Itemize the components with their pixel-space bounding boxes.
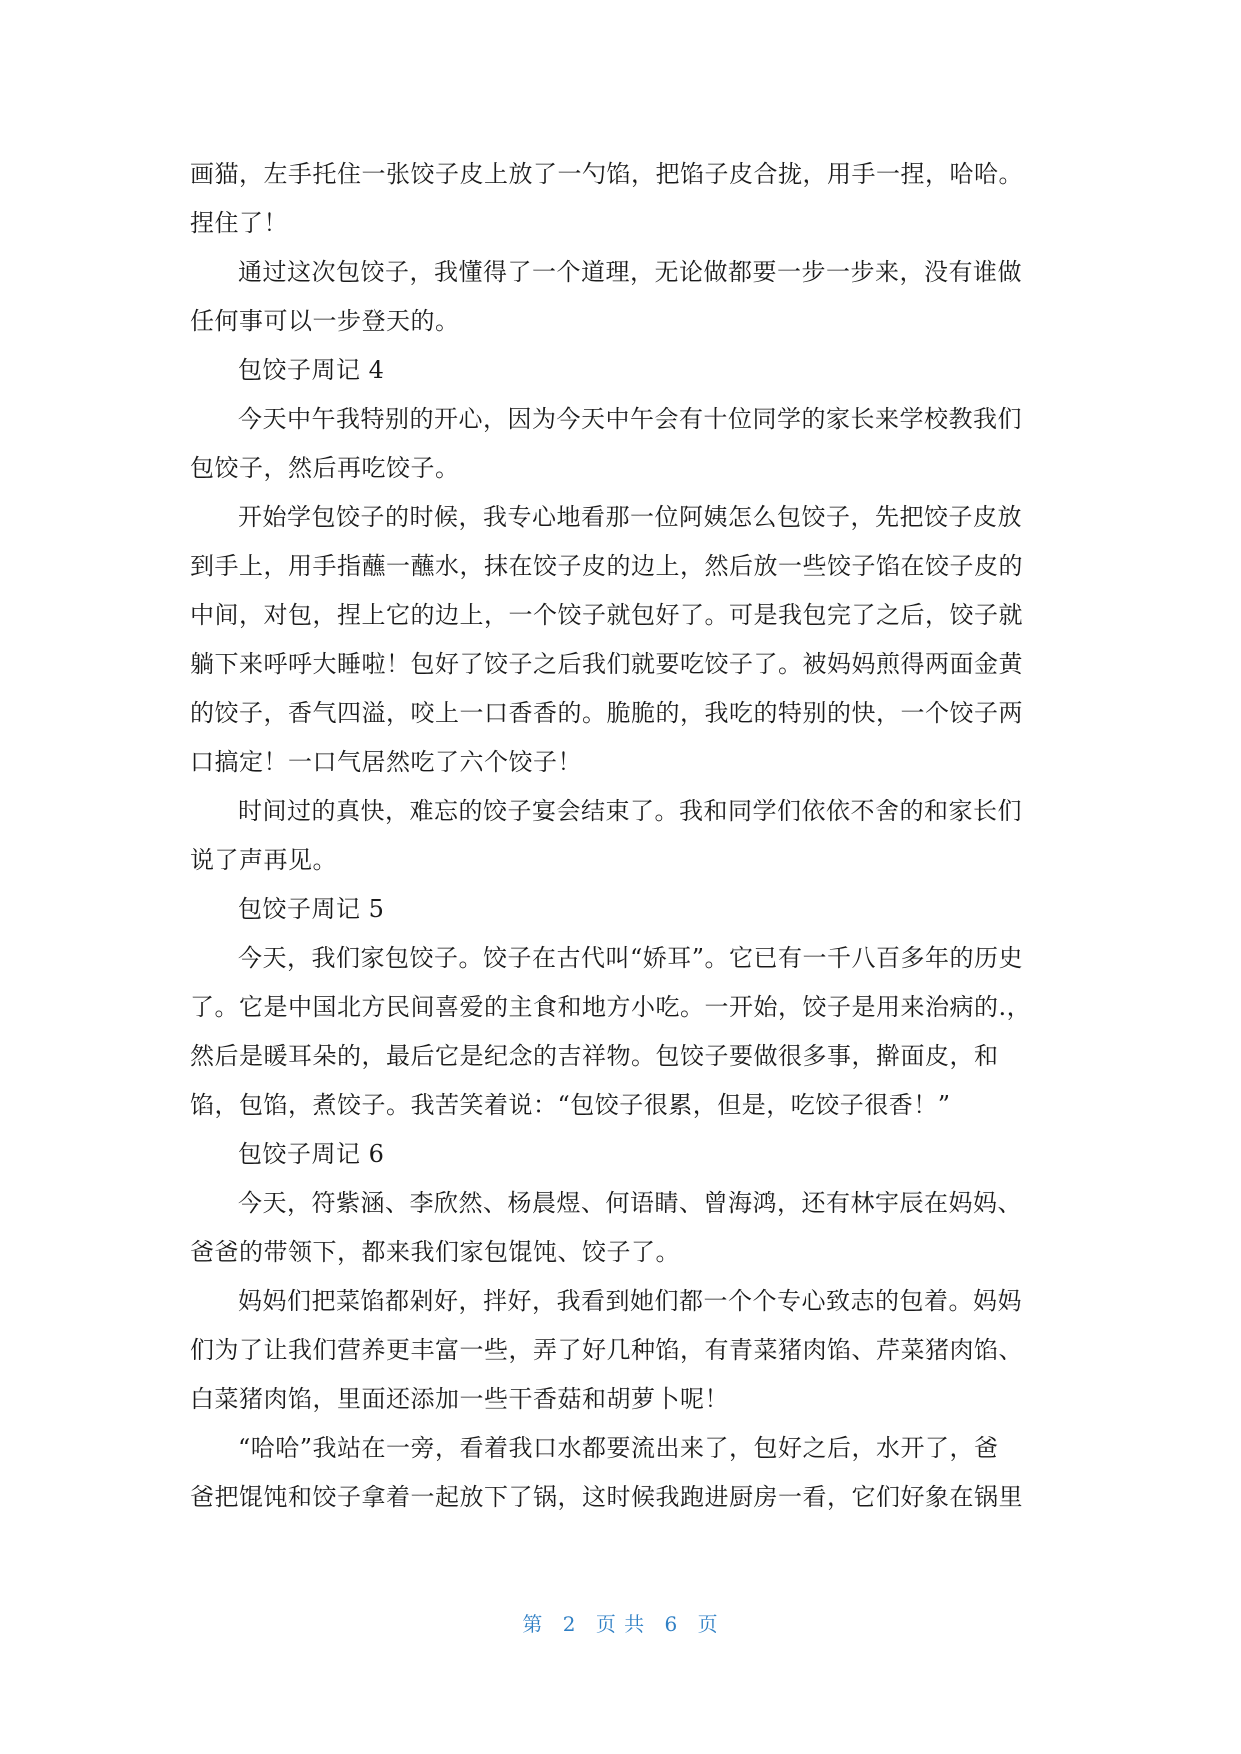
text-line: 通过这次包饺子，我懂得了一个道理，无论做都要一步一步来，没有谁做 bbox=[238, 258, 1022, 286]
text-line: 说了声再见。 bbox=[190, 846, 337, 874]
text-line: 躺下来呼呼大睡啦！包好了饺子之后我们就要吃饺子了。被妈妈煎得两面金黄 bbox=[190, 650, 1023, 678]
text-line: 们为了让我们营养更丰富一些，弄了好几种馅，有青菜猪肉馅、芹菜猪肉馅、 bbox=[190, 1336, 1023, 1364]
text-line: 馅，包馅，煮饺子。我苦笑着说：“包饺子很累，但是，吃饺子很香！” bbox=[190, 1091, 951, 1119]
footer-label-page: 第 bbox=[522, 1612, 544, 1636]
text-line: 到手上，用手指蘸一蘸水，抹在饺子皮的边上，然后放一些饺子馅在饺子皮的 bbox=[190, 552, 1023, 580]
text-line: 包饺子周记 6 bbox=[238, 1140, 385, 1168]
text-line: 开始学包饺子的时候，我专心地看那一位阿姨怎么包饺子，先把饺子皮放 bbox=[238, 503, 1022, 531]
text-line: 中间，对包，捏上它的边上，一个饺子就包好了。可是我包完了之后，饺子就 bbox=[190, 601, 1023, 629]
document-body bbox=[190, 150, 1050, 1522]
text-line: 口搞定！一口气居然吃了六个饺子！ bbox=[190, 748, 582, 776]
text-line: 时间过的真快，难忘的饺子宴会结束了。我和同学们依依不舍的和家长们 bbox=[238, 797, 1022, 825]
text-line: 包饺子周记 5 bbox=[238, 895, 385, 923]
text-line: 包饺子周记 4 bbox=[238, 356, 385, 384]
text-line: 包饺子，然后再吃饺子。 bbox=[190, 454, 460, 482]
text-line: 任何事可以一步登天的。 bbox=[190, 307, 460, 335]
footer-current-page: 2 bbox=[562, 1612, 577, 1636]
text-line: 今天，符紫涵、李欣然、杨晨煜、何语睛、曾海鸿，还有林宇辰在妈妈、 bbox=[238, 1189, 1022, 1217]
text-line: 白菜猪肉馅，里面还添加一些干香菇和胡萝卜呢！ bbox=[190, 1385, 729, 1413]
text-line: 画猫，左手托住一张饺子皮上放了一勺馅，把馅子皮合拢，用手一捏，哈哈。 bbox=[190, 160, 1023, 188]
text-line: 了。它是中国北方民间喜爱的主食和地方小吃。一开始，饺子是用来治病的.， bbox=[190, 993, 1032, 1021]
text-line: 的饺子，香气四溢，咬上一口香香的。脆脆的，我吃的特别的快，一个饺子两 bbox=[190, 699, 1023, 727]
text-line: 妈妈们把菜馅都剁好，拌好，我看到她们都一个个专心致志的包着。妈妈 bbox=[238, 1287, 1022, 1315]
page-footer bbox=[0, 1608, 1241, 1637]
footer-label-of: 页 共 bbox=[595, 1612, 646, 1636]
text-line: 然后是暖耳朵的，最后它是纪念的吉祥物。包饺子要做很多事，擀面皮，和 bbox=[190, 1042, 999, 1070]
footer-label-end: 页 bbox=[697, 1612, 719, 1636]
text-line: 今天，我们家包饺子。饺子在古代叫“娇耳”。它已有一千八百多年的历史 bbox=[238, 944, 1024, 972]
text-line: 今天中午我特别的开心，因为今天中午会有十位同学的家长来学校教我们 bbox=[238, 405, 1022, 433]
text-line: 爸爸的带领下，都来我们家包馄饨、饺子了。 bbox=[190, 1238, 680, 1266]
footer-total-pages: 6 bbox=[664, 1612, 679, 1636]
text-line: “哈哈”我站在一旁，看着我口水都要流出来了，包好之后，水开了，爸 bbox=[238, 1434, 999, 1462]
text-line: 捏住了！ bbox=[190, 209, 288, 237]
text-line: 爸把馄饨和饺子拿着一起放下了锅，这时候我跑进厨房一看，它们好象在锅里 bbox=[190, 1483, 1023, 1511]
